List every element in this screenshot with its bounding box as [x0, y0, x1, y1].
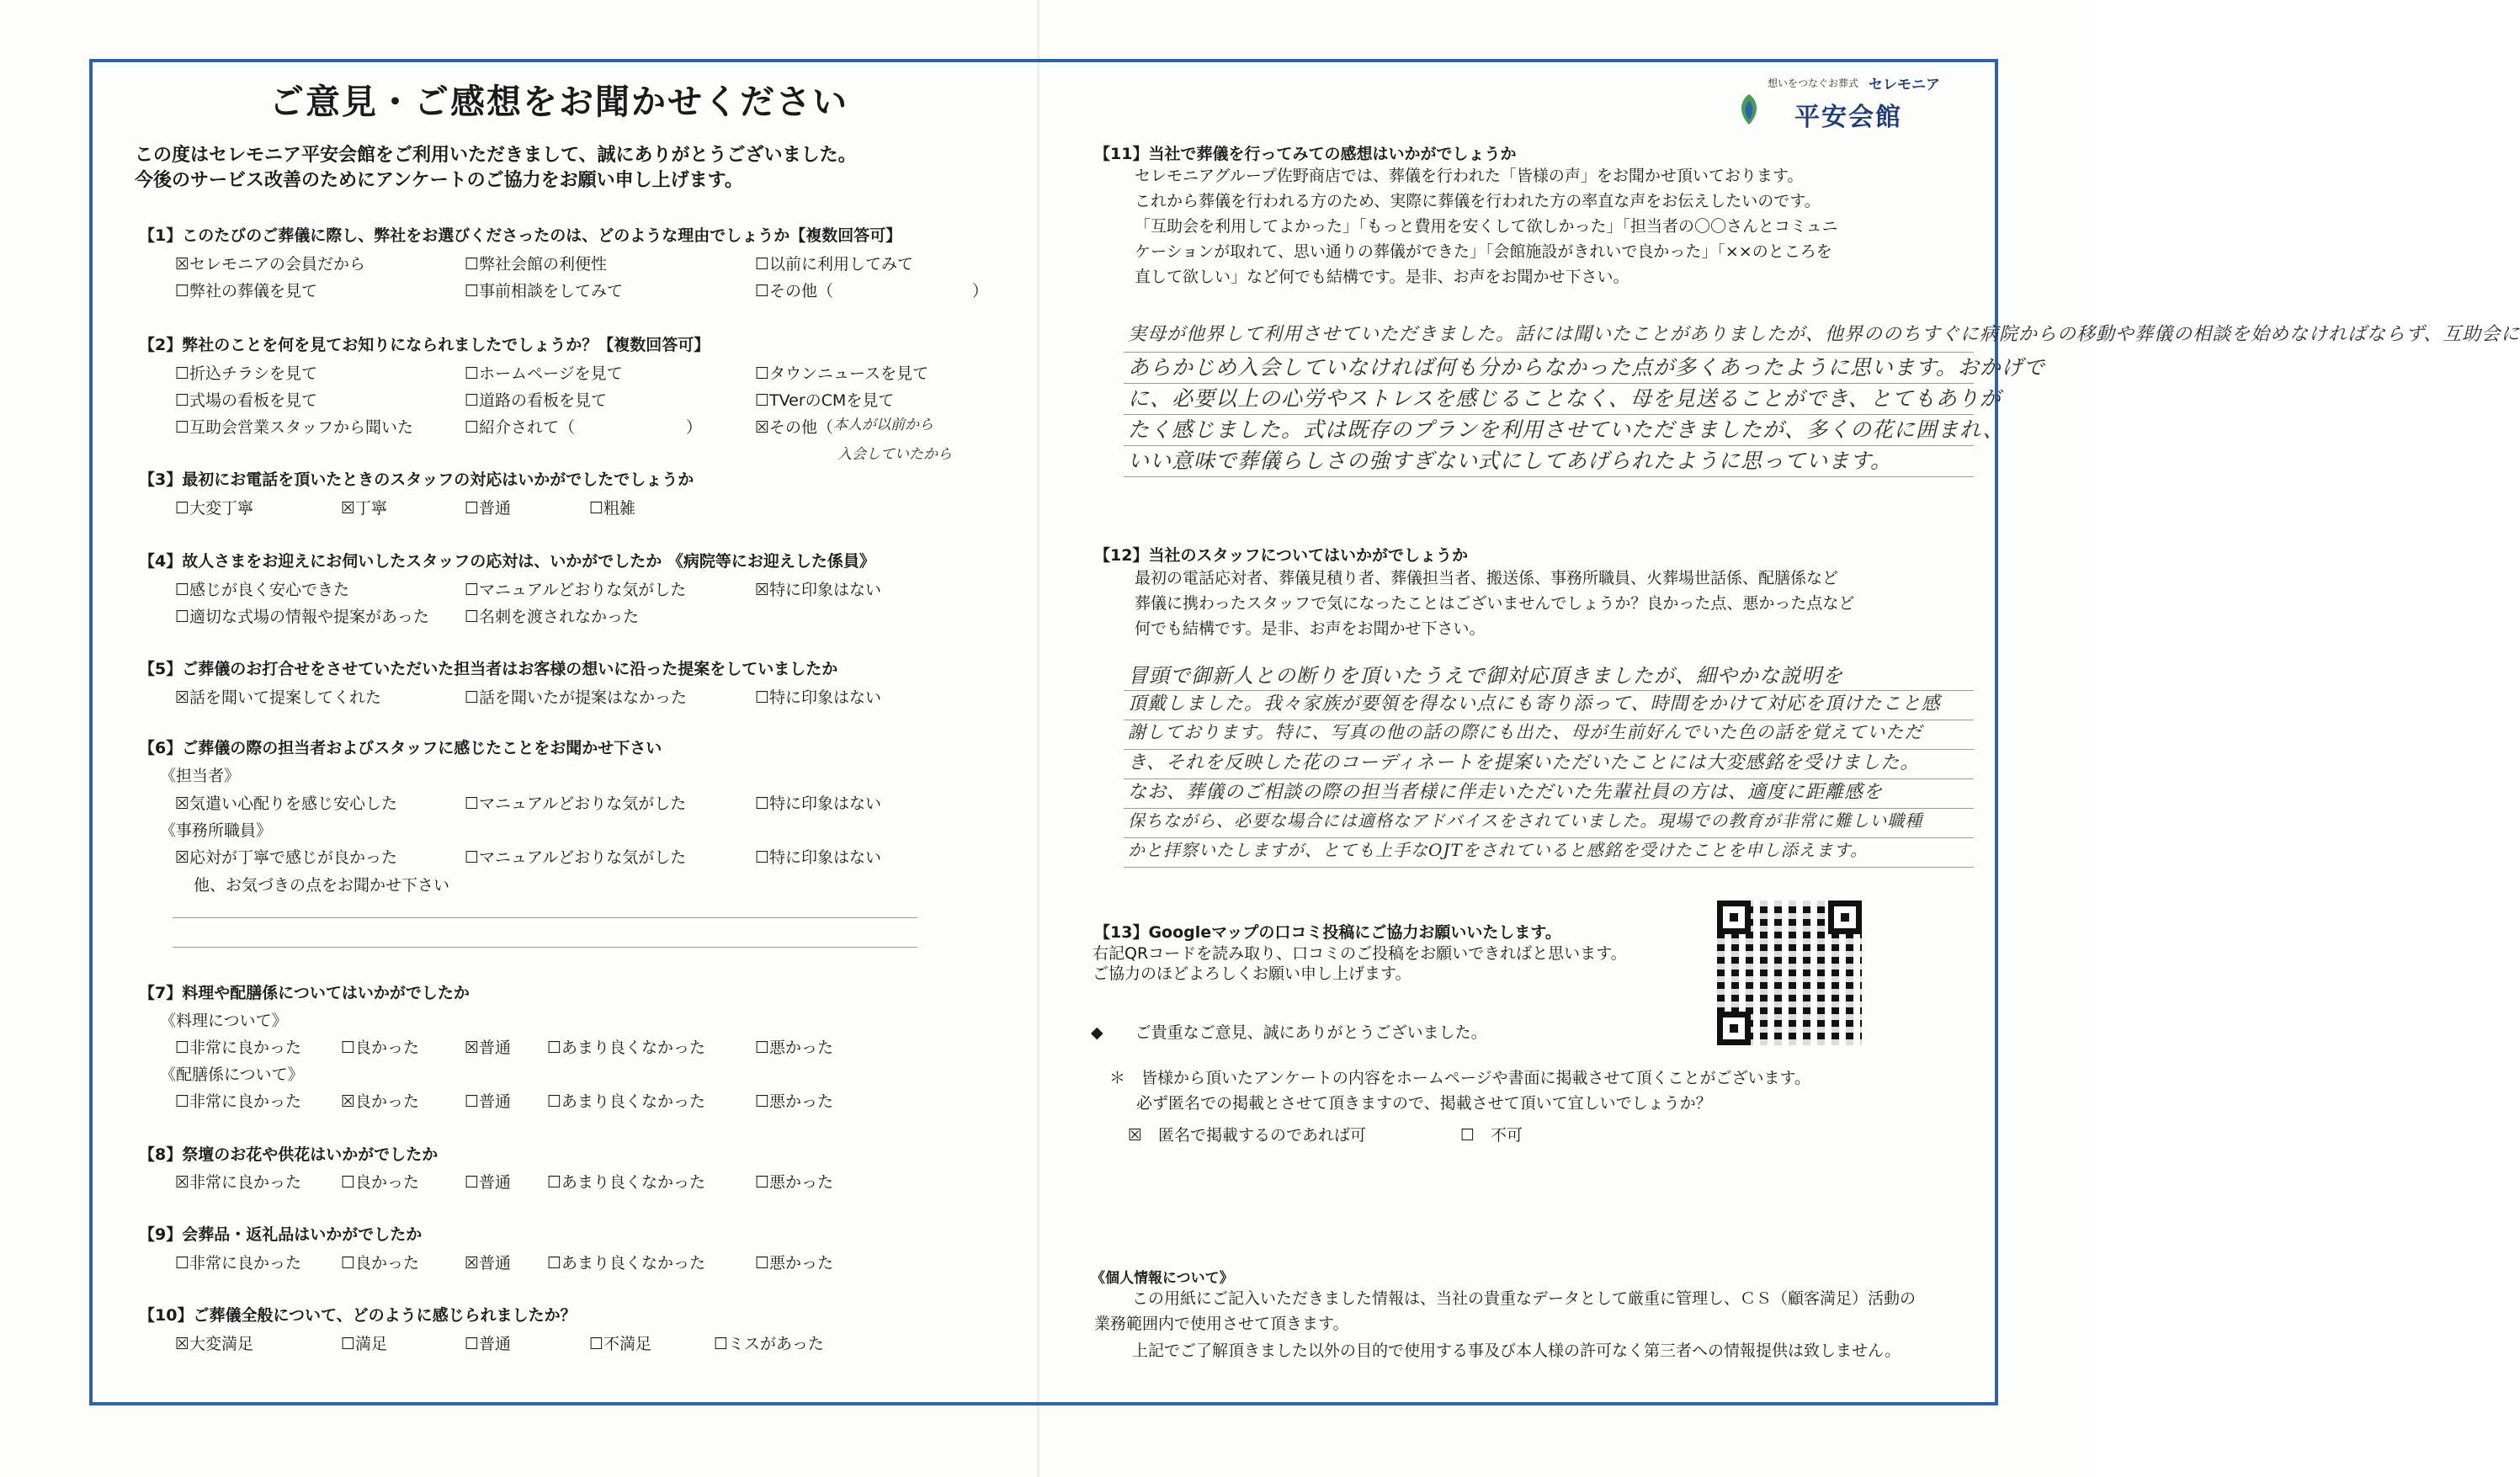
q11-body-line: これから葬儀を行われる方のため、実際に葬儀を行われた方の率直な声をお伝えしたいのです。: [1135, 192, 1821, 210]
q2-option[interactable]: ☐タウンニュースを見て: [755, 364, 929, 383]
q4-option[interactable]: ☐感じが良く安心できた: [175, 581, 350, 599]
q11-body-line: 直して欲しい」など何でも結構です。是非、お声をお聞かせ下さい。: [1135, 268, 1629, 286]
q12-answer-handwriting: 頂戴しました。我々家族が要領を得ない点にも寄り添って、時間をかけて対応を頂けたこと感: [1128, 693, 1941, 715]
q2-handwritten-note: 入会していたから: [837, 446, 952, 463]
q2-option[interactable]: ☐紹介されて（: [465, 418, 576, 437]
q4-option[interactable]: ☐適切な式場の情報や提案があった: [175, 608, 429, 626]
q6-option[interactable]: ☒気遣い心配りを感じ安心した: [175, 794, 398, 813]
q10-option[interactable]: ☐ミスがあった: [714, 1335, 824, 1353]
q12-body-line: 最初の電話応対者、葬儀見積り者、葬儀担当者、搬送係、事務所職員、火葬場世話係、配膳係など: [1135, 569, 1839, 587]
q3-option[interactable]: ☐普通: [465, 499, 512, 518]
q12-answer-handwriting: 冒頭で御新人との断りを頂いたうえで御対応頂きましたが、細やかな説明を: [1128, 664, 1843, 688]
q12-answer-handwriting: き、それを反映した花のコーディネートを提案いただいたことには大変感銘を受けました。: [1128, 752, 1920, 773]
q11-body-line: セレモニアグループ佐野商店では、葬儀を行われた「皆様の声」をお聞かせ頂いております。: [1135, 167, 1804, 185]
q12-body-line: 何でも結構です。是非、お声をお聞かせ下さい。: [1135, 619, 1486, 638]
q7-option[interactable]: ☐悪かった: [755, 1039, 834, 1057]
q7-option[interactable]: ☐あまり良くなかった: [547, 1092, 706, 1111]
publish-consent-text: 必ず匿名での掲載とさせて頂きますので、掲載させて頂いて宜しいでしょうか？: [1136, 1094, 1712, 1113]
q2-option[interactable]: ☐互助会営業スタッフから聞いた: [175, 418, 414, 437]
q7-option[interactable]: ☒普通: [465, 1039, 512, 1057]
q2-option[interactable]: ☐TVerのCMを見て: [755, 391, 895, 410]
q2-heading: 【2】弊社のことを何を見てお知りになられましたでしょうか？【複数回答可】: [139, 336, 710, 354]
q11-answer-handwriting: あらかじめ入会していなければ何も分からなかった点が多くあったように思います。おかげで: [1128, 355, 2045, 380]
q1-option[interactable]: ☐以前に利用してみて: [755, 255, 914, 274]
company-logo: [1734, 69, 1953, 136]
q6-option[interactable]: ☐特に印象はない: [755, 794, 882, 813]
q8-option[interactable]: ☐良かった: [341, 1173, 420, 1192]
q1-heading: 【1】このたびのご葬儀に際し、弊社をお選びくださったのは、どのような理由でしょうか【複数回答可】: [139, 226, 902, 245]
answer-line: [1124, 867, 1974, 868]
q7-option[interactable]: ☐良かった: [341, 1039, 420, 1057]
q4-option[interactable]: ☐名刺を渡されなかった: [465, 608, 640, 626]
q8-option[interactable]: ☐あまり良くなかった: [547, 1173, 706, 1192]
qr-finder-pattern: [1828, 901, 1862, 934]
q7-option[interactable]: ☐普通: [465, 1092, 512, 1111]
logo-tagline: 想いをつなぐお葬式: [1768, 77, 1859, 89]
q1-other-close: ）: [972, 282, 989, 300]
q2-option-other[interactable]: ☒その他（: [755, 418, 834, 437]
publish-option-anonymous[interactable]: ☒ 匿名で掲載するのであれば可: [1128, 1126, 1367, 1145]
q2-referral-close: ）: [686, 418, 703, 437]
q11-answer-handwriting: いい意味で葬儀らしさの強すぎない式にしてあげられたように思っています。: [1128, 449, 1893, 473]
q10-option[interactable]: ☐満足: [341, 1335, 388, 1353]
q8-option[interactable]: ☐悪かった: [755, 1173, 834, 1192]
q12-heading: 【12】当社のスタッフについてはいかがでしょうか: [1094, 546, 1469, 565]
q9-option[interactable]: ☐良かった: [341, 1254, 420, 1272]
q8-heading: 【8】祭壇のお花や供花はいかがでしたか: [139, 1145, 439, 1164]
q7-option[interactable]: ☐非常に良かった: [175, 1092, 302, 1111]
q11-body-line: 「互助会を利用してよかった」「もっと費用を安くして欲しかった」「担当者の〇〇さんとコミュニ: [1135, 217, 1838, 236]
q12-answer-handwriting: かと拝察いたしますが、とても上手なOJTをされていると感銘を受けたことを申し添えます。: [1128, 840, 1869, 860]
publish-consent-text: ＊ 皆様から頂いたアンケートの内容をホームページや書面に掲載させて頂くことがございます。: [1109, 1069, 1810, 1087]
q7-option[interactable]: ☐あまり良くなかった: [547, 1039, 706, 1057]
q9-option[interactable]: ☐非常に良かった: [175, 1254, 302, 1272]
q11-heading: 【11】当社で葬儀を行ってみての感想はいかがでしょうか: [1094, 145, 1517, 163]
q3-heading: 【3】最初にお電話を頂いたときのスタッフの対応はいかがでしたでしょうか: [139, 470, 694, 489]
q10-heading: 【10】ご葬儀全般について、どのように感じられましたか？: [139, 1306, 577, 1325]
q11-body-line: ケーションが取れて、思い通りの葬儀ができた」「会館施設がきれいで良かった」「××のところを: [1135, 242, 1832, 261]
q9-option[interactable]: ☐悪かった: [755, 1254, 834, 1272]
q12-answer-handwriting: なお、葬儀のご相談の際の担当者様に伴走いただいた先輩社員の方は、適度に距離感を: [1128, 782, 1884, 803]
q7-sub-food: 《料理について》: [160, 1012, 288, 1030]
qr-finder-pattern: [1717, 901, 1751, 934]
q6-option[interactable]: ☐特に印象はない: [755, 848, 882, 867]
logo-brand: セレモニア: [1869, 77, 1940, 93]
q12-body-line: 葬儀に携わったスタッフで気になったことはございませんでしょうか？良かった点、悪かった点など: [1135, 594, 1855, 613]
q2-handwritten-note: 本人が以前から: [833, 417, 933, 433]
q2-option[interactable]: ☐折込チラシを見て: [175, 364, 318, 383]
q6-heading: 【6】ご葬儀の際の担当者およびスタッフに感じたことをお聞かせ下さい: [139, 739, 662, 757]
q10-option[interactable]: ☐不満足: [589, 1335, 652, 1353]
privacy-heading: 《個人情報について》: [1091, 1270, 1234, 1287]
answer-line: [1124, 476, 1974, 477]
q5-heading: 【5】ご葬儀のお打合せをさせていただいた担当者はお客様の想いに沿った提案をしていましたか: [139, 660, 838, 678]
q13-body-line: ご協力のほどよろしくお願い申し上げます。: [1093, 964, 1412, 983]
privacy-text: 上記でご了解頂きました以外の目的で使用する事及び本人様の許可なく第三者への情報提供は致しません。: [1132, 1342, 1901, 1360]
q12-answer-handwriting: 保ちながら、必要な場合には適格なアドバイスをされていました。現場での教育が非常に難しい職種: [1128, 810, 1923, 831]
q9-option[interactable]: ☐あまり良くなかった: [547, 1254, 706, 1272]
q5-option[interactable]: ☐特に印象はない: [755, 688, 882, 707]
q3-option[interactable]: ☐粗雑: [589, 499, 636, 518]
q13-body-line: 右記QRコードを読み取り、口コミのご投稿をお願いできればと思います。: [1093, 944, 1627, 963]
q7-option[interactable]: ☐非常に良かった: [175, 1039, 302, 1057]
leaf-logo-icon: [1734, 93, 1764, 126]
q1-option-other[interactable]: ☐その他（: [755, 282, 834, 300]
q11-answer-handwriting: たく感じました。式は既存のプランを利用させていただきましたが、多くの花に囲まれ、: [1128, 417, 2005, 442]
q4-option[interactable]: ☐マニュアルどおりな気がした: [465, 581, 687, 599]
q7-option[interactable]: ☐悪かった: [755, 1092, 834, 1111]
q6-option[interactable]: ☐マニュアルどおりな気がした: [465, 848, 687, 867]
q6-sub-staff: 《担当者》: [160, 767, 241, 785]
q13-heading: 【13】Googleマップの口コミ投稿にご協力お願いいたします。: [1094, 923, 1561, 942]
publish-option-decline[interactable]: ☐ 不可: [1460, 1126, 1523, 1145]
q6-option[interactable]: ☐マニュアルどおりな気がした: [465, 794, 687, 813]
q6-option[interactable]: ☒応対が丁寧で感じが良かった: [175, 848, 398, 867]
q9-heading: 【9】会葬品・返礼品はいかがでしたか: [139, 1225, 423, 1244]
q1-option[interactable]: ☐事前相談をしてみて: [465, 282, 624, 300]
q2-option[interactable]: ☐ホームページを見て: [465, 364, 623, 383]
q1-option[interactable]: ☒セレモニアの会員だから: [175, 255, 366, 274]
q3-option[interactable]: ☐大変丁寧: [175, 499, 254, 518]
q7-sub-serving: 《配膳係について》: [160, 1065, 304, 1084]
q6-answer-line[interactable]: [173, 947, 917, 948]
q12-answer-handwriting: 謝しております。特に、写真の他の話の際にも出た、母が生前好んでいた色の話を覚えていただ: [1128, 722, 1923, 742]
page-title: ご意見・ご感想をお聞かせください: [269, 82, 848, 122]
intro-line-1: この度はセレモニア平安会館をご利用いただきまして、誠にありがとうございました。: [135, 145, 857, 166]
q2-option[interactable]: ☐道路の看板を見て: [465, 391, 608, 410]
privacy-text: この用紙にご記入いただきました情報は、当社の貴重なデータとして厳重に管理し、ＣＳ（顧客満足）活動の: [1132, 1289, 1917, 1308]
thanks-message: ◆ ご貴重なご意見、誠にありがとうございました。: [1091, 1023, 1487, 1042]
q4-option[interactable]: ☒特に印象はない: [755, 581, 882, 599]
q6-sub-office: 《事務所職員》: [160, 821, 273, 840]
q6-answer-line[interactable]: [173, 917, 917, 918]
q7-heading: 【7】料理や配膳係についてはいかがでしたか: [139, 984, 470, 1002]
q5-option[interactable]: ☐話を聞いたが提案はなかった: [465, 688, 688, 707]
q7-option[interactable]: ☒良かった: [341, 1092, 420, 1111]
q4-heading: 【4】故人さまをお迎えにお伺いしたスタッフの応対は、いかがでしたか 《病院等にお迎えした係員》: [139, 552, 875, 571]
q2-option[interactable]: ☐式場の看板を見て: [175, 391, 318, 410]
privacy-text: 業務範囲内で使用させて頂きます。: [1094, 1315, 1349, 1333]
intro-line-2: 今後のサービス改善のためにアンケートのご協力をお願い申し上げます。: [135, 170, 743, 191]
q11-answer-handwriting: に、必要以上の心労やストレスを感じることなく、母を見送ることができ、とてもありが: [1128, 386, 2002, 411]
q8-option[interactable]: ☒非常に良かった: [175, 1173, 302, 1192]
q8-option[interactable]: ☐普通: [465, 1173, 512, 1192]
q9-option[interactable]: ☒普通: [465, 1254, 512, 1272]
q11-answer-handwriting: 実母が他界して利用させていただきました。話には聞いたことがありましたが、他界ののちすぐに病院からの移動や葬儀の相談を始めなければならず、互助会に: [1128, 324, 2520, 345]
q10-option[interactable]: ☐普通: [465, 1335, 512, 1353]
q1-option[interactable]: ☐弊社会館の利便性: [465, 255, 608, 274]
q1-option[interactable]: ☐弊社の葬儀を見て: [175, 282, 318, 300]
logo-name: 平安会館: [1794, 103, 1902, 132]
qr-code[interactable]: [1717, 901, 1862, 1045]
q5-option[interactable]: ☒話を聞いて提案してくれた: [175, 688, 382, 707]
q3-option[interactable]: ☒丁寧: [341, 499, 388, 518]
q6-other-label: 他、お気づきの点をお聞かせ下さい: [194, 876, 450, 895]
q10-option[interactable]: ☒大変満足: [175, 1335, 254, 1353]
qr-finder-pattern: [1717, 1012, 1751, 1045]
